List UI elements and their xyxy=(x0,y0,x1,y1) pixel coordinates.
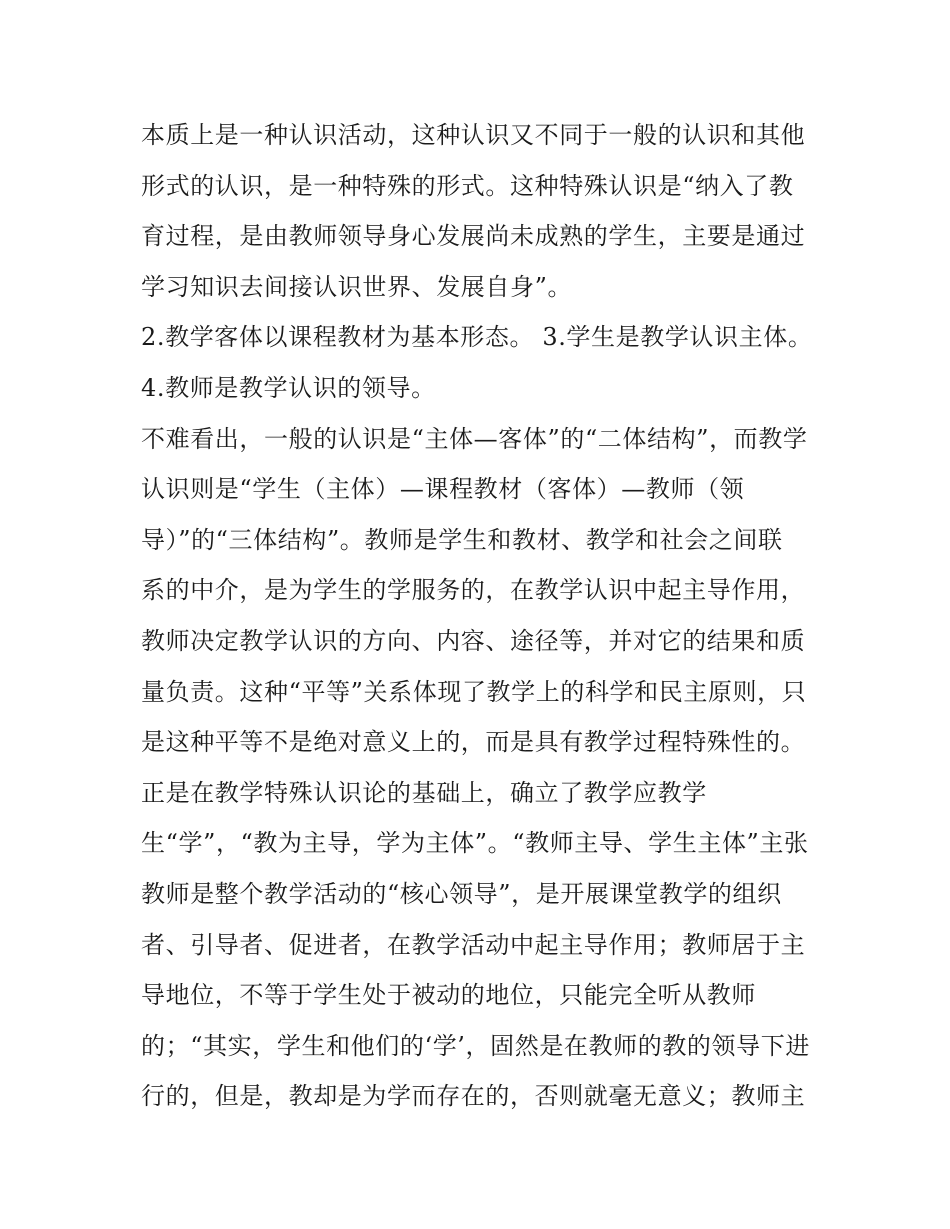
text-line-17: 者、引导者、促进者，在教学活动中起主导作用；教师居于主 xyxy=(141,930,806,959)
text-line-15: 生“学”，“教为主导，学为主体”。“教师主导、学生主体”主张 xyxy=(141,829,809,858)
text-line-16: 教师是整个教学活动的“核心领导”，是开展课堂教学的组织 xyxy=(141,879,782,908)
text-line-4: 学习知识去间接认识世界、发展自身”。 xyxy=(141,272,573,301)
body-text xyxy=(141,110,821,1122)
text-line-8: 认识则是“学生（主体）—课程教材（客体）—教师（领 xyxy=(141,475,745,504)
text-line-18: 导地位，不等于学生处于被动的地位，只能完全听从教师 xyxy=(141,981,756,1010)
text-line-6: 4.教师是教学认识的领导。 xyxy=(141,373,436,402)
text-line-7: 不难看出，一般的认识是“主体—客体”的“二体结构”，而教学 xyxy=(141,424,808,453)
text-line-19: 的；“其实，学生和他们的‘学’，固然是在教师的教的领导下进 xyxy=(141,1031,810,1060)
text-line-10: 系的中介，是为学生的学服务的，在教学认识中起主导作用， xyxy=(141,576,806,605)
text-line-11: 教师决定教学认识的方向、内容、途径等，并对它的结果和质 xyxy=(141,626,806,655)
text-line-14: 正是在教学特殊认识论的基础上，确立了教学应教学 xyxy=(141,778,707,807)
text-line-3: 育过程，是由教师领导身心发展尚未成熟的学生，主要是通过 xyxy=(141,222,806,251)
text-line-20: 行的，但是，教却是为学而存在的，否则就毫无意义；教师主 xyxy=(141,1082,806,1111)
text-line-9: 导）”的“三体结构”。教师是学生和教材、教学和社会之间联 xyxy=(141,525,783,554)
text-line-12: 量负责。这种“平等”关系体现了教学上的科学和民主原则，只 xyxy=(141,677,807,706)
text-line-5: 2.教学客体以课程教材为基本形态。 3.学生是教学认识主体。 xyxy=(141,323,813,352)
text-line-13: 是这种平等不是绝对意义上的，而是具有教学过程特殊性的。 xyxy=(141,728,806,757)
text-line-1: 本质上是一种认识活动，这种认识又不同于一般的认识和其他 xyxy=(141,121,806,149)
text-line-2: 形式的认识，是一种特殊的形式。这种特殊认识是“纳入了教 xyxy=(141,171,794,200)
